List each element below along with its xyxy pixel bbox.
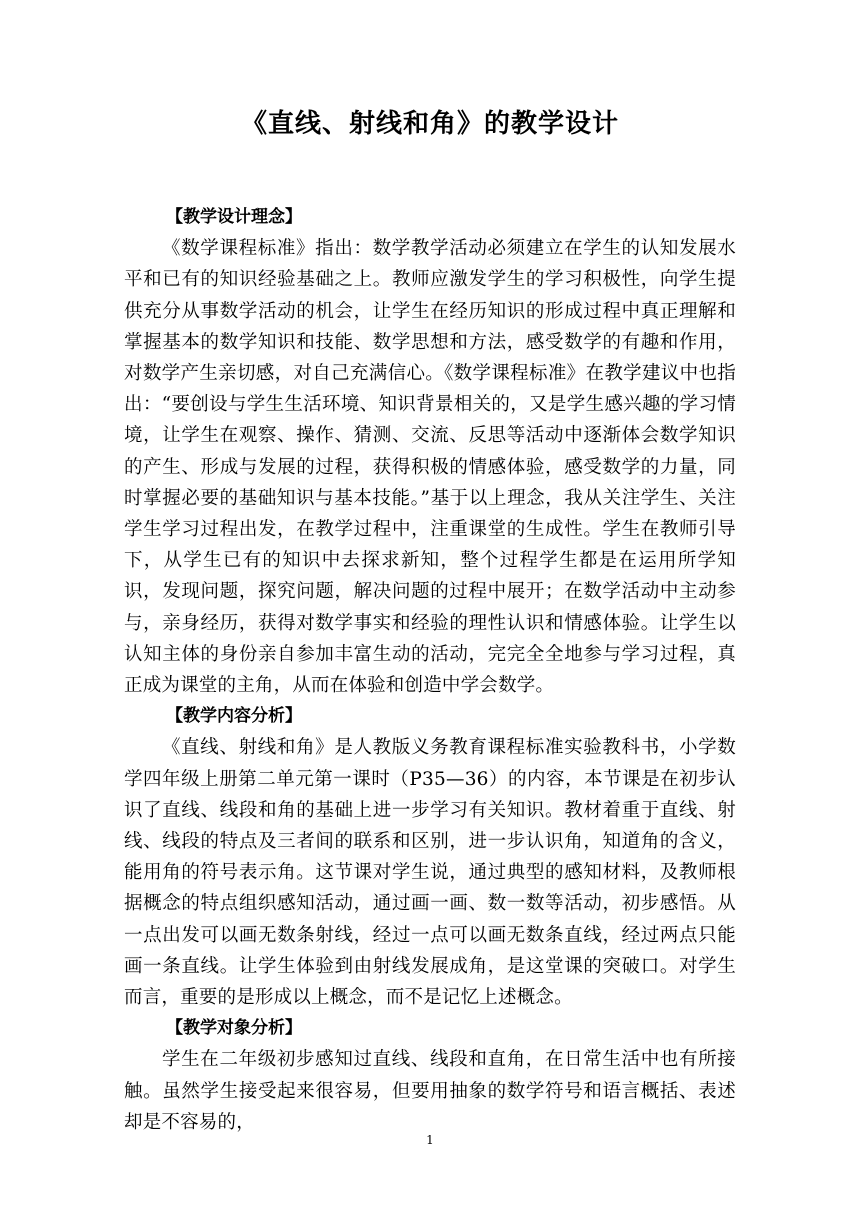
section-text-design-concept: 《数学课程标准》指出：数学教学活动必须建立在学生的认知发展水平和已有的知识经验基础之上。教师应激发学生的学习积极性，向学生提供充分从事数学活动的机会，让学生在经历知识的形成过程中真正理解和掌握基本的数学知识和技能、数学思想和方法，感受数学的有趣和作用，对数学产生亲切感，对自己充满信心。《数学课程标准》在教学建议中也指出：“要创设与学生生活环境、知识背景相关的，又是学生感兴趣的学习情境，让学生在观察、操作、猜测、交流、反思等活动中逐渐体会数学知识的产生、形成与发展的过程，获得积极的情感体验，感受数学的力量，同时掌握必要的基础知识与基本技能。”基于以上理念，我从关注学生、关注学生学习过程出发，在教学过程中，注重课堂的生成性。学生在教师引导下，从学生已有的知识中去探求新知，整个过程学生都是在运用所学知识，发现问题，探究问题，解决问题的过程中展开；在数学活动中主动参与，亲身经历，获得对数学事实和经验的理性认识和情感体验。让学生以认知主体的身份亲自参加丰富生动的活动，完完全全地参与学习过程，真正成为课堂的主角，从而在体验和创造中学会数学。 <box>124 238 736 697</box>
section-text-content-analysis: 《直线、射线和角》是人教版义务教育课程标准实验教科书，小学数学四年级上册第二单元第一课时（P35—36）的内容，本节课是在初步认识了直线、线段和角的基础上进一步学习有关知识。教材着重于直线、射线、线段的特点及三者间的联系和区别，进一步认识角，知道角的含义，能用角的符号表示角。这节课对学生说，通过典型的感知材料，及教师根据概念的特点组织感知活动，通过画一画、数一数等活动，初步感悟。从一点出发可以画无数条射线，经过一点可以画无数条直线，经过两点只能画一条直线。让学生体验到由射线发展成角，是这堂课的突破口。对学生而言，重要的是形成以上概念，而不是记忆上述概念。 <box>124 737 736 1009</box>
document-body <box>124 202 736 1138</box>
page-number: 1 <box>426 1133 434 1147</box>
section-heading-student-analysis: 【教学对象分析】 <box>166 1018 302 1039</box>
section-text-student-analysis: 学生在二年级初步感知过直线、线段和直角，在日常生活中也有所接触。虽然学生接受起来很容易，但要用抽象的数学符号和语言概括、表述却是不容易的， <box>124 1049 736 1133</box>
document-title: 《直线、射线和角》的教学设计 <box>240 109 619 139</box>
section-heading-content-analysis: 【教学内容分析】 <box>166 706 302 727</box>
section-heading-design-concept: 【教学设计理念】 <box>166 207 302 227</box>
